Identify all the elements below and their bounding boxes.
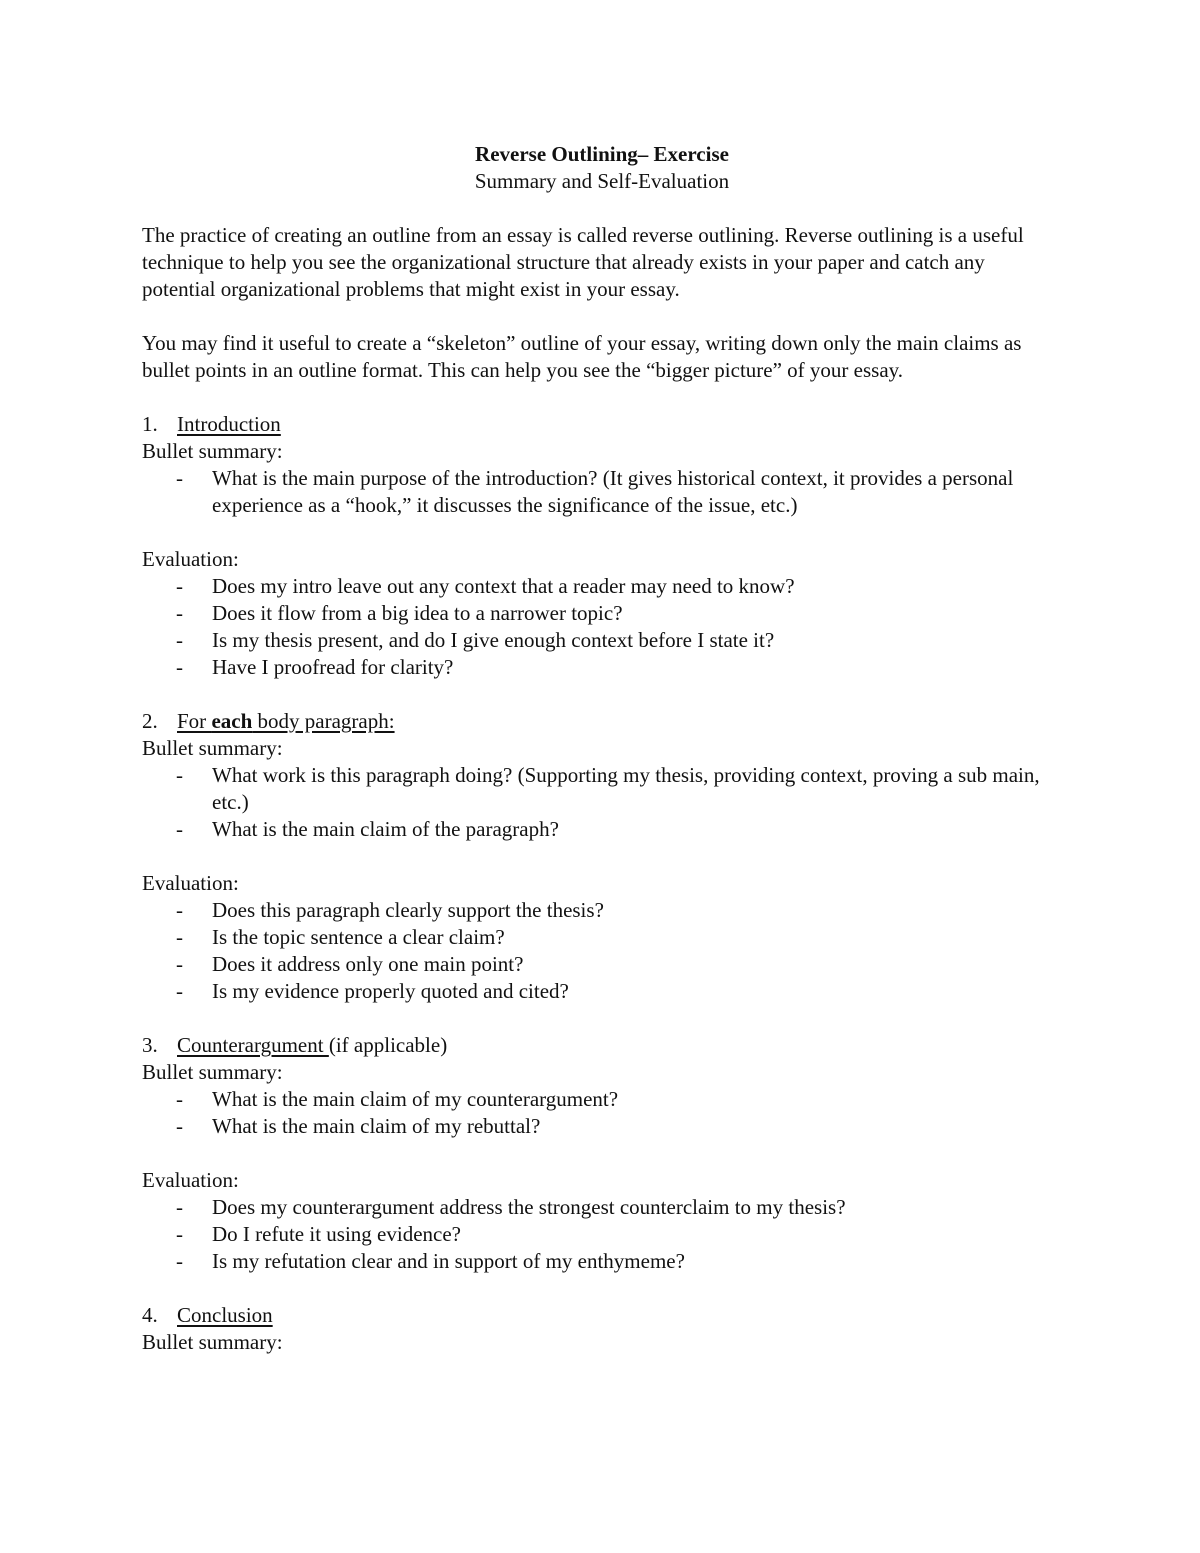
dash-marker: - [176, 1249, 183, 1273]
dash-marker: - [176, 817, 183, 841]
dash-marker: - [176, 925, 183, 949]
section-number: 4. [142, 1303, 158, 1327]
section-conclusion [142, 1302, 1062, 1356]
list-item: - Does it flow from a big idea to a narrower topic? [176, 601, 623, 625]
dash-marker: - [176, 1195, 183, 1219]
list-item: - Does my counterargument address the strongest counterclaim to my thesis? [176, 1195, 846, 1219]
section-heading [142, 1032, 1062, 1059]
bullet-summary-label: Bullet summary: [142, 439, 283, 463]
evaluation-list [142, 573, 1062, 681]
summary-list [142, 1086, 1062, 1140]
summary-list [142, 762, 1062, 843]
dash-marker: - [176, 1222, 183, 1246]
list-item: - Does it address only one main point? [176, 952, 524, 976]
dash-marker: - [176, 898, 183, 922]
evaluation-label: Evaluation: [142, 547, 239, 571]
bullet-summary-label: Bullet summary: [142, 736, 283, 760]
dash-marker: - [176, 601, 183, 625]
list-item: - Do I refute it using evidence? [176, 1222, 461, 1246]
section-heading [142, 1302, 1062, 1329]
dash-marker: - [176, 655, 183, 679]
document-page [142, 141, 1062, 1356]
list-item: - What is the main claim of my counterargument? [176, 1087, 619, 1111]
section-title: Counterargument (if applicable) [177, 1033, 448, 1057]
list-item: - Does my intro leave out any context that a reader may need to know? [176, 574, 795, 598]
summary-list [142, 465, 1062, 519]
evaluation-label: Evaluation: [142, 1168, 239, 1192]
list-item: - What is the main claim of the paragraph? [176, 817, 559, 841]
list-item: - Is the topic sentence a clear claim? [176, 925, 505, 949]
evaluation-label: Evaluation: [142, 871, 239, 895]
dash-marker: - [176, 763, 183, 787]
list-item: - What is the main purpose of the introduction? (It gives historical context, it provides a personal experience as a “hook,” it discusses the significance of the issue, etc.) [176, 466, 1014, 517]
dash-marker: - [176, 1087, 183, 1111]
dash-marker: - [176, 574, 183, 598]
section-heading [142, 708, 1062, 735]
list-item: - Is my refutation clear and in support of my enthymeme? [176, 1249, 685, 1273]
intro-paragraph: The practice of creating an outline from an essay is called reverse outlining. Reverse outlining is a useful technique to help you see the organizational structure that already exists in your paper and catch any potential organizational problems that might exist in your essay. [142, 223, 1024, 301]
section-title: For each body paragraph: [177, 709, 395, 733]
evaluation-list [142, 897, 1062, 1005]
evaluation-list [142, 1194, 1062, 1275]
section-counterargument [142, 1032, 1062, 1275]
section-introduction [142, 411, 1062, 681]
section-title-suffix: (if applicable) [328, 1033, 448, 1057]
dash-marker: - [176, 466, 183, 490]
dash-marker: - [176, 1114, 183, 1138]
section-number: 3. [142, 1033, 158, 1057]
dash-marker: - [176, 979, 183, 1003]
bullet-summary-label: Bullet summary: [142, 1060, 283, 1084]
section-body-paragraph [142, 708, 1062, 1005]
list-item: - What is the main claim of my rebuttal? [176, 1114, 541, 1138]
section-title: Introduction [177, 412, 281, 436]
dash-marker: - [176, 952, 183, 976]
dash-marker: - [176, 628, 183, 652]
section-title: Conclusion [177, 1303, 273, 1327]
section-number: 2. [142, 709, 158, 733]
document-subtitle: Summary and Self-Evaluation [474, 169, 730, 193]
list-item: - Is my evidence properly quoted and cited? [176, 979, 569, 1003]
section-number: 1. [142, 412, 158, 436]
skeleton-paragraph: You may find it useful to create a “skeleton” outline of your essay, writing down only the main claims as bullet points in an outline format. This can help you see the “bigger picture” of your essay. [142, 331, 1022, 382]
list-item: - Have I proofread for clarity? [176, 655, 454, 679]
list-item: - Does this paragraph clearly support the thesis? [176, 898, 604, 922]
bullet-summary-label: Bullet summary: [142, 1330, 283, 1354]
document-title: Reverse Outlining– Exercise [475, 142, 729, 166]
section-heading [142, 411, 1062, 438]
list-item: - What work is this paragraph doing? (Supporting my thesis, providing context, proving a sub main, etc.) [176, 763, 1040, 814]
list-item: - Is my thesis present, and do I give enough context before I state it? [176, 628, 775, 652]
